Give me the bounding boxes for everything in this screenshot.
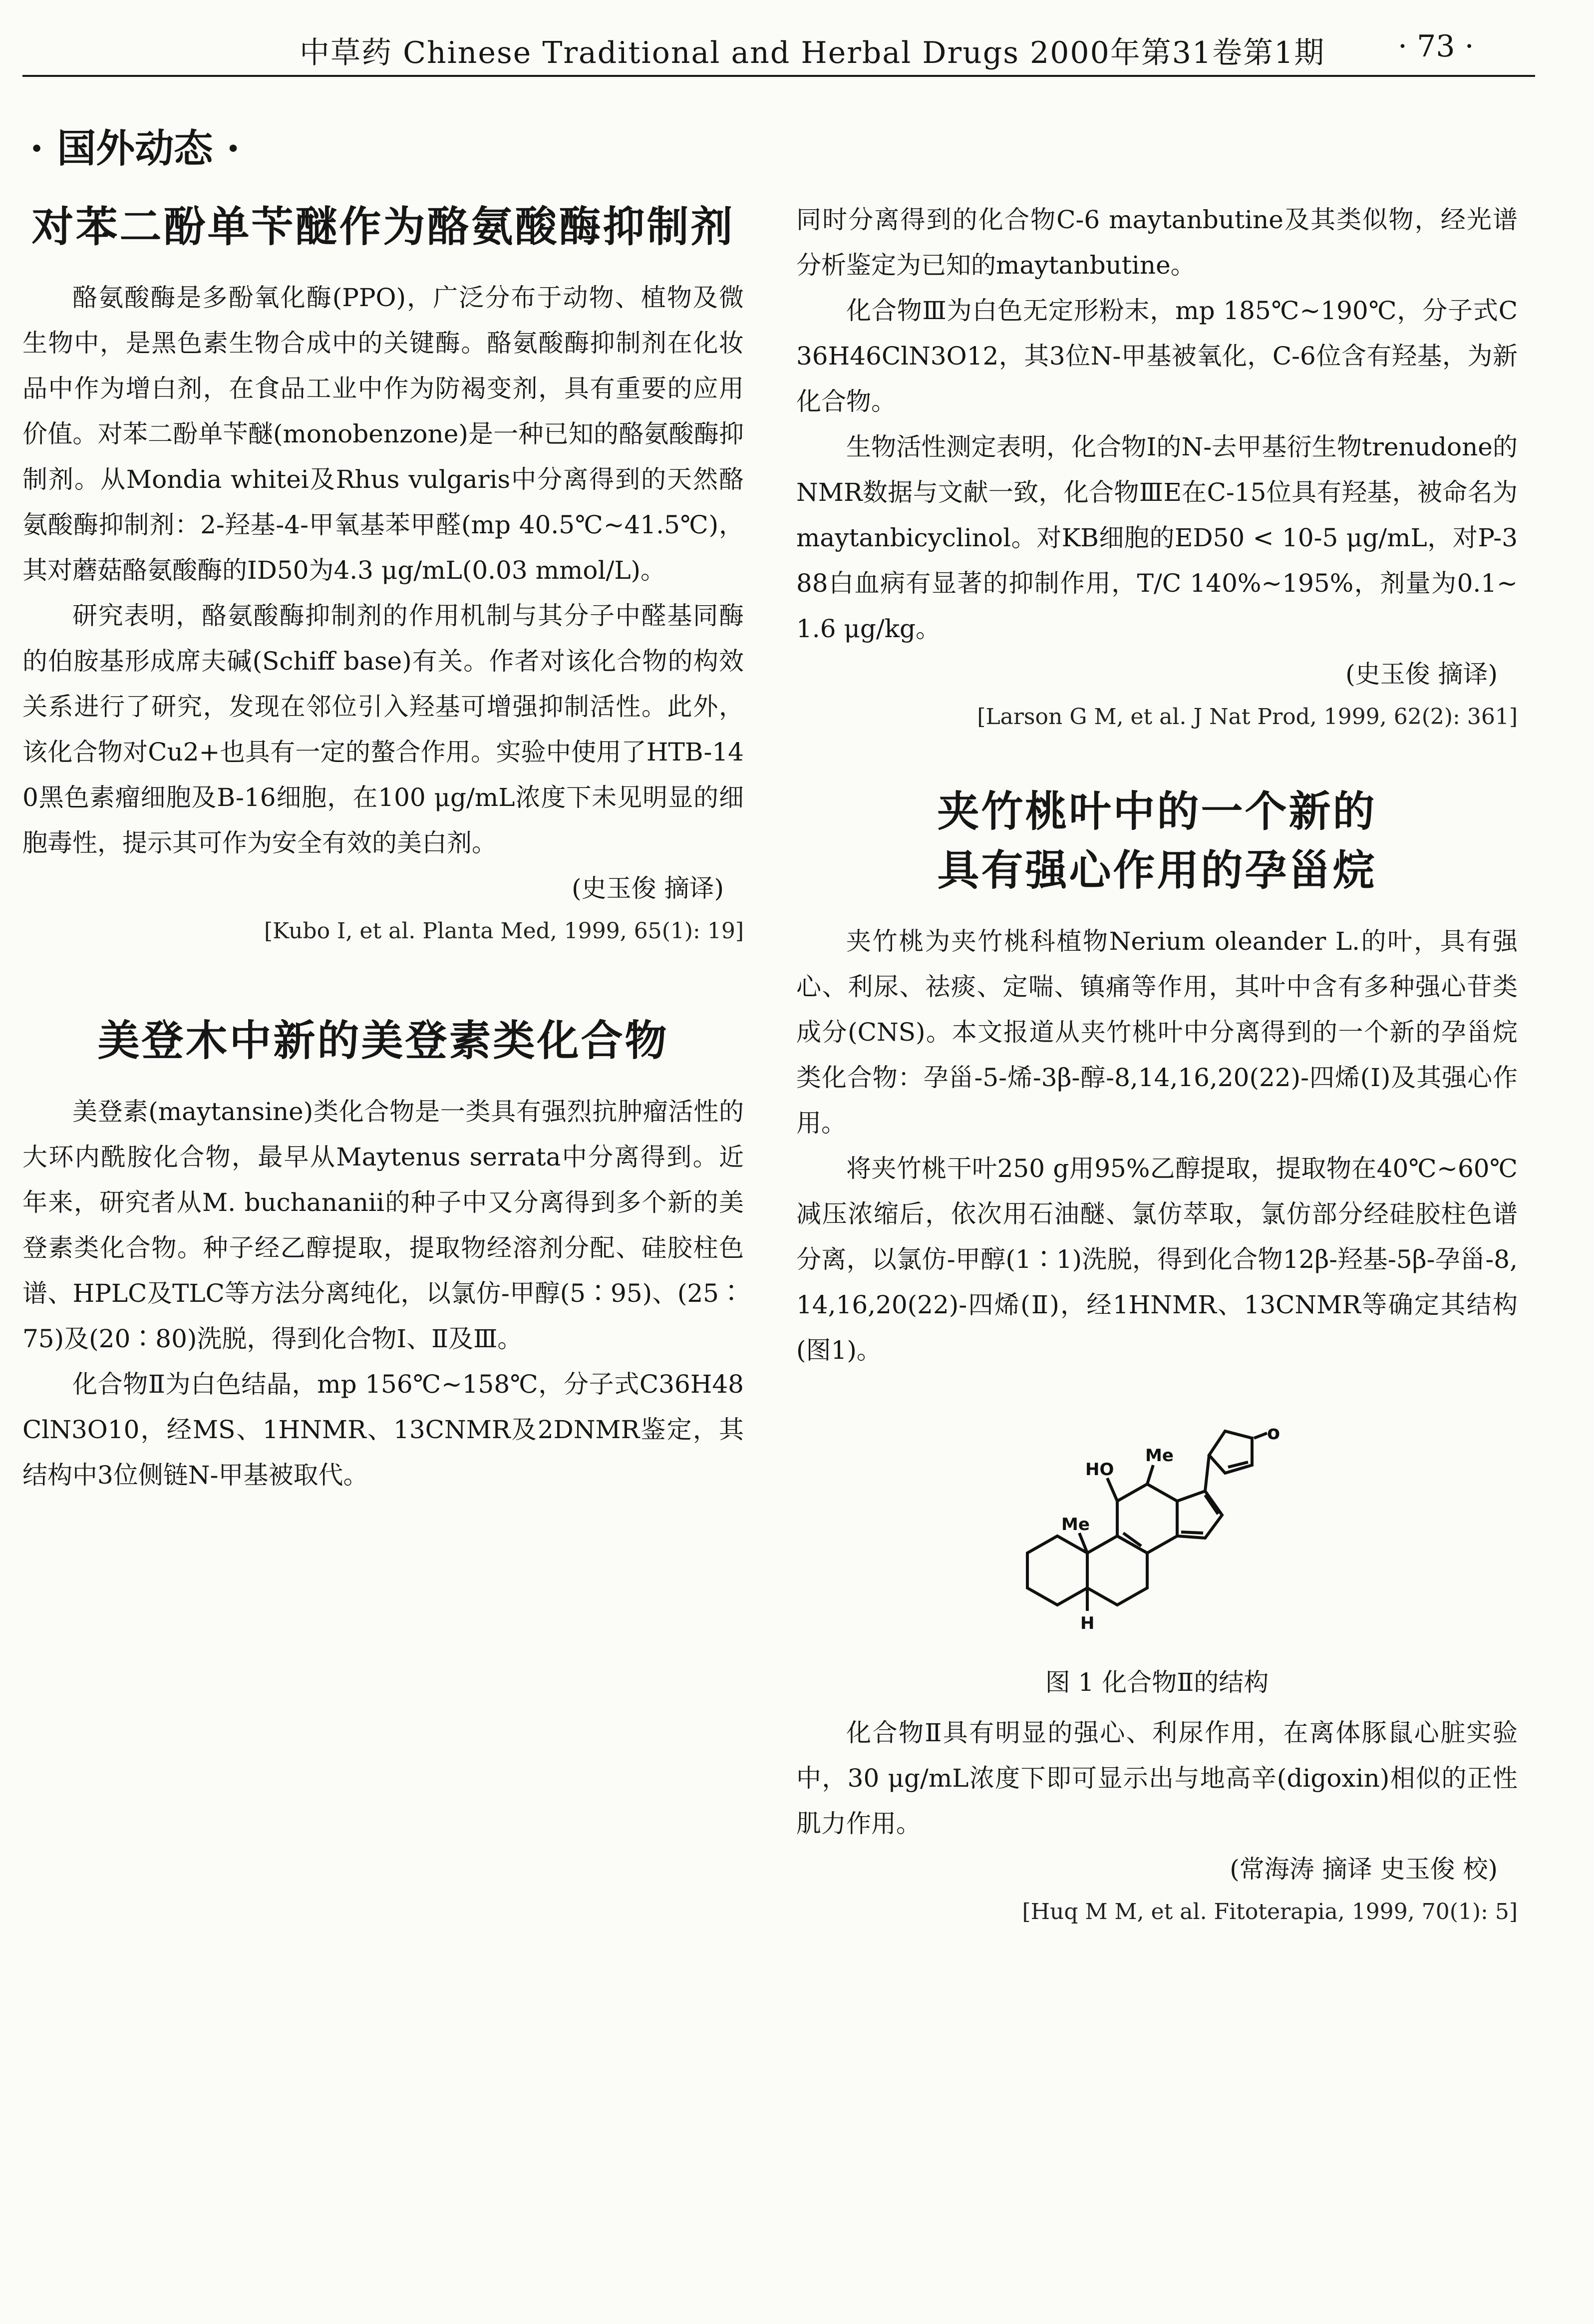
article-reference: [Huq M M, et al. Fitoterapia, 1999, 70(1): 5] [1022,1899,1518,1925]
article-author: (史玉俊 摘译) [572,874,724,903]
article-title [796,782,1518,900]
h-label: H [1080,1613,1094,1633]
article-author: (常海涛 摘译 史玉俊 校) [1230,1855,1498,1884]
article-reference: [Larson G M, et al. J Nat Prod, 1999, 62(2): 361] [977,704,1518,730]
paragraph: 同时分离得到的化合物C-6 maytanbutine及其类似物，经光谱分析鉴定为已知的maytanbutine。 [796,205,1518,280]
ho-label: HO [1085,1460,1114,1480]
paragraph: 夹竹桃为夹竹桃科植物Nerium oleander L.的叶，具有强心、利尿、祛痰、定喘、镇痛等作用，其叶中含有多种强心苷类成分(CNS)。本文报道从夹竹桃叶中分离得到的一个新的孕甾烷类化合物：孕甾-5-烯-3β-醇-8,14,16,20(22)-四烯(Ⅰ)及其强心作用。 [796,927,1518,1138]
article-title-line-2: 具有强心作用的孕甾烷 [937,845,1377,895]
paragraph: 美登素(maytansine)类化合物是一类具有强烈抗肿瘤活性的大环内酰胺化合物，最早从Maytenus serrata中分离得到。近年来，研究者从M. buchananii的种子中又分离得到多个新的美登素类化合物。种子经乙醇提取，提取物经溶剂分配、硅胶柱色谱、HPLC及TLC等方法分离纯化，以氯仿-甲醇(5∶95)、(25∶75)及(20∶80)洗脱，得到化合物Ⅰ、Ⅱ及Ⅲ。 [22,1097,744,1353]
paragraph: 化合物Ⅱ为白色结晶，mp 156℃~158℃，分子式C36H48ClN3O10，经MS、1HNMR、13CNMR及2DNMR鉴定，其结构中3位侧链N-甲基被取代。 [22,1370,744,1490]
article-nerium [796,782,1518,1932]
paragraph: 酪氨酸酶是多酚氧化酶(PPO)，广泛分布于动物、植物及微生物中，是黑色素生物合成中的关键酶。酪氨酸酶抑制剂在化妆品中作为增白剂，在食品工业中作为防褐变剂，具有重要的应用价值。对苯二酚单苄醚(monobenzone)是一种已知的酪氨酸酶抑制剂。从Mondia whitei及Rhus vulgaris中分离得到的天然酪氨酸酶抑制剂：2-羟基-4-甲氧基苯甲醛(mp 40.5℃~41.5℃)，其对蘑菇酪氨酸酶的ID50为4.3 μg/mL(0.03 mmol/L)。 [22,283,744,585]
running-header: 中草药 Chinese Traditional and Herbal Drugs 2000年第31卷第1期 [300,35,1325,70]
article-title: 美登木中新的美登素类化合物 [97,1016,669,1065]
article-title-line-1: 夹竹桃叶中的一个新的 [937,786,1377,836]
o-label: o [1267,1422,1280,1444]
article-maytansine-continued [796,197,1518,737]
article-reference: [Kubo I, et al. Planta Med, 1999, 65(1): 19] [264,918,744,944]
right-column [796,197,1518,1992]
chemical-structure-diagram [967,1383,1347,1653]
section-title: · 国外动态 · [30,126,240,171]
article-author: (史玉俊 摘译) [1345,660,1498,689]
article-tyrosinase [22,197,744,951]
me-label-left: Me [1061,1515,1090,1535]
paragraph: 将夹竹桃干叶250 g用95%乙醇提取，提取物在40℃~60℃减压浓缩后，依次用石油醚、氯仿萃取，氯仿部分经硅胶柱色谱分离，以氯仿-甲醇(1∶1)洗脱，得到化合物12β-羟基-5β-孕甾-8,14,16,20(22)-四烯(Ⅱ)，经1HNMR、13CNMR等确定其结构(图1)。 [796,1154,1518,1365]
paragraph: 化合物Ⅱ具有明显的强心、利尿作用，在离体豚鼠心脏实验中，30 μg/mL浓度下即可显示出与地高辛(digoxin)相似的正性肌力作用。 [796,1718,1518,1838]
figure-caption: 图 1 化合物Ⅱ的结构 [1045,1668,1269,1697]
article-title: 对苯二酚单苄醚作为酪氨酸酶抑制剂 [31,202,735,251]
header-rule [22,75,1535,77]
article-maytansine [22,1011,744,1498]
left-column [22,197,744,1558]
page-number: · 73 · [1398,29,1474,64]
paragraph: 生物活性测定表明，化合物Ⅰ的N-去甲基衍生物trenudone的NMR数据与文献一致，化合物ⅢE在C-15位具有羟基，被命名为maytanbicyclinol。对KB细胞的ED50 < 10-5 μg/mL，对P-388白血病有显著的抑制作用，T/C 140%~195%，剂量为0.1~1.6 μg/kg。 [796,432,1518,643]
me-label-top: Me [1145,1446,1174,1466]
paragraph: 研究表明，酪氨酸酶抑制剂的作用机制与其分子中醛基同酶的伯胺基形成席夫碱(Schiff base)有关。作者对该化合物的构效关系进行了研究，发现在邻位引入羟基可增强抑制活性。此外，该化合物对Cu2+也具有一定的螯合作用。实验中使用了HTB-140黑色素瘤细胞及B-16细胞，在100 μg/mL浓度下未见明显的细胞毒性，提示其可作为安全有效的美白剂。 [22,601,744,857]
paragraph: 化合物Ⅲ为白色无定形粉末，mp 185℃~190℃，分子式C36H46ClN3O12，其3位N-甲基被氧化，C-6位含有羟基，为新化合物。 [796,296,1518,416]
structure-figure [796,1383,1518,1705]
